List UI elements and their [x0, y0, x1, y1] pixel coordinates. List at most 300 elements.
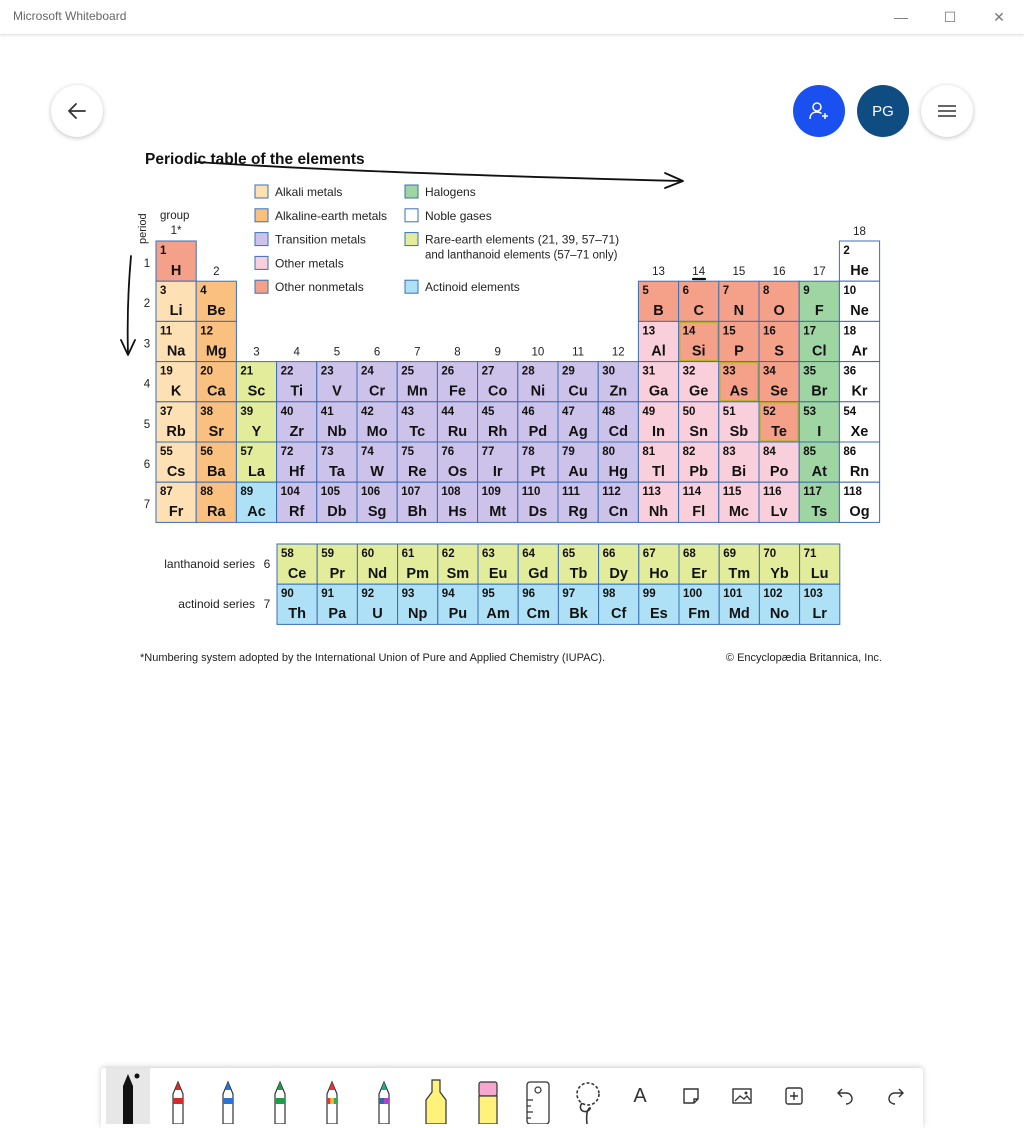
atomic-number: 61 [401, 548, 415, 560]
undo-icon [835, 1086, 855, 1106]
element-hf [277, 442, 317, 482]
tool-insert[interactable] [774, 1078, 814, 1114]
text-icon: A [633, 1084, 647, 1107]
atomic-number: 103 [803, 588, 823, 601]
element-symbol: Si [691, 343, 706, 360]
element-symbol: Er [691, 566, 707, 582]
atomic-number: 50 [682, 405, 696, 418]
element-ta [317, 442, 357, 482]
element-symbol: Pr [329, 566, 345, 582]
element-symbol: Ts [811, 504, 828, 521]
element-yb [759, 544, 799, 584]
element-symbol: Fe [449, 383, 466, 400]
atomic-number: 109 [481, 486, 501, 499]
legend-label: Noble gases [425, 208, 492, 223]
atomic-number: 7 [722, 285, 730, 298]
element-al [638, 321, 678, 361]
element-symbol: Cd [608, 423, 628, 440]
tool-text[interactable] [620, 1078, 660, 1114]
atomic-number: 104 [280, 486, 300, 499]
atomic-number: 34 [763, 365, 776, 378]
legend-swatch [255, 256, 268, 269]
period-number: 7 [143, 499, 151, 512]
yellow-highlighter-icon [419, 1076, 453, 1124]
atomic-number: 68 [683, 548, 696, 560]
atomic-number: 111 [562, 486, 580, 499]
tool-image[interactable] [722, 1078, 762, 1114]
series-label: lanthanoid series [164, 557, 255, 571]
atomic-number: 86 [843, 446, 857, 458]
group-number: 18 [853, 226, 866, 238]
element-symbol: Ni [530, 383, 546, 400]
element-symbol: Cl [812, 343, 827, 360]
atomic-number: 89 [240, 486, 254, 499]
element-h [156, 241, 196, 281]
atomic-number: 114 [682, 486, 702, 499]
element-na [156, 321, 196, 361]
tool-red-pen[interactable] [156, 1068, 200, 1124]
element-ds [518, 482, 558, 522]
atomic-number: 43 [401, 405, 414, 418]
atomic-number: 47 [562, 405, 575, 418]
atomic-number: 97 [562, 588, 576, 601]
atomic-number: 60 [361, 548, 375, 560]
group-number: 2 [213, 266, 220, 279]
tool-galaxy-pen[interactable] [362, 1068, 406, 1124]
ruler-icon [521, 1076, 555, 1124]
group-number: 17 [812, 266, 826, 279]
element-symbol: H [170, 263, 182, 279]
element-symbol: Yb [770, 566, 789, 582]
app-title: Microsoft Whiteboard [13, 9, 127, 23]
element-symbol: Ra [207, 504, 226, 521]
element-nd [357, 544, 397, 584]
footnote: *Numbering system adopted by the International Union of Pure and Applied Chemistry (IUPAC). [140, 652, 606, 664]
element-pb [679, 442, 719, 482]
element-symbol: Nb [327, 423, 347, 440]
element-pu [438, 584, 478, 624]
element-symbol: Mo [366, 423, 388, 440]
series-label: actinoid series [178, 597, 255, 612]
atomic-number: 40 [280, 405, 294, 418]
element-eu [478, 544, 518, 584]
insert-icon [784, 1086, 804, 1106]
group-number: 4 [293, 346, 300, 359]
element-fl [679, 482, 719, 522]
legend-label-line2: and lanthanoid elements (57–71 only) [425, 249, 618, 262]
element-symbol: Hs [448, 504, 467, 521]
element-symbol: Na [166, 343, 186, 360]
tool-ruler[interactable] [516, 1068, 560, 1124]
element-br [799, 362, 839, 402]
legend-label: Alkali metals [275, 185, 343, 199]
element-symbol: Th [288, 606, 306, 623]
element-bh [397, 482, 437, 522]
element-symbol: He [850, 263, 869, 279]
tool-redo[interactable] [876, 1078, 916, 1114]
element-cl [799, 321, 839, 361]
atomic-number: 8 [763, 285, 770, 298]
atomic-number: 90 [281, 588, 294, 601]
atomic-number: 32 [682, 365, 696, 378]
element-dy [599, 544, 639, 584]
element-f [799, 281, 839, 321]
group-number: 7 [414, 346, 421, 359]
atomic-number: 70 [763, 548, 777, 560]
element-rg [558, 482, 598, 522]
element-fr [156, 482, 196, 522]
atomic-number: 98 [602, 588, 616, 601]
element-es [639, 584, 679, 624]
element-symbol: Nd [367, 566, 388, 582]
element-cm [518, 584, 558, 624]
element-mn [397, 362, 437, 402]
period-number: 4 [143, 378, 151, 391]
element-symbol: Sc [247, 383, 266, 400]
element-symbol: Sn [689, 423, 708, 440]
element-no [759, 584, 799, 624]
atomic-number: 110 [521, 486, 541, 499]
group-number: 11 [572, 346, 585, 359]
atomic-number: 76 [441, 446, 455, 458]
element-symbol: Fl [692, 504, 706, 521]
element-symbol: As [729, 383, 749, 400]
element-au [558, 442, 598, 482]
period-number: 2 [143, 298, 151, 311]
atomic-number: 66 [602, 548, 616, 560]
element-symbol: Sr [208, 423, 224, 440]
atomic-number: 45 [481, 405, 495, 418]
element-symbol: Rn [849, 464, 870, 480]
element-zn [598, 362, 638, 402]
element-symbol: Cn [608, 504, 628, 521]
atomic-number: 88 [200, 486, 213, 499]
element-symbol: Bk [569, 606, 588, 623]
element-sc [236, 362, 276, 402]
element-rh [478, 402, 518, 442]
tool-blue-pen[interactable] [206, 1068, 250, 1124]
element-si [679, 321, 719, 361]
element-symbol: Nh [648, 504, 669, 521]
element-cn [598, 482, 638, 522]
element-symbol: U [372, 606, 383, 623]
tool-lasso[interactable] [566, 1068, 610, 1124]
element-symbol: Lr [812, 606, 827, 623]
legend-label: Alkaline-earth metals [275, 208, 388, 223]
table-title: Periodic table of the elements [145, 151, 365, 168]
element-symbol: Co [488, 383, 508, 400]
element-symbol: Pb [689, 464, 708, 480]
atomic-number: 95 [482, 588, 495, 601]
element-symbol: Ag [568, 423, 588, 440]
period-label: period [137, 213, 149, 244]
atomic-number: 65 [562, 548, 576, 560]
element-symbol: Ru [447, 423, 468, 440]
element-symbol: Sg [367, 504, 387, 521]
element-symbol: Lu [810, 566, 829, 582]
element-b [638, 281, 678, 321]
atomic-number: 93 [401, 588, 415, 601]
element-symbol: Rb [166, 423, 186, 440]
legend-swatch [405, 209, 418, 222]
element-symbol: Se [770, 383, 788, 400]
element-nh [638, 482, 678, 522]
element-ir [478, 442, 518, 482]
element-symbol: Ac [247, 504, 266, 521]
element-kr [839, 362, 879, 402]
tool-pink-highlighter[interactable] [466, 1068, 510, 1124]
atomic-number: 2 [843, 245, 850, 257]
element-ti [277, 362, 317, 402]
element-symbol: Cr [369, 383, 386, 400]
element-symbol: Be [207, 303, 226, 320]
tool-note[interactable] [671, 1078, 711, 1114]
element-symbol: O [773, 303, 785, 320]
atomic-number: 17 [803, 325, 816, 338]
element-fm [679, 584, 719, 624]
group-number: 1* [170, 225, 182, 237]
atomic-number: 75 [401, 446, 414, 458]
ink-arrow-vertical[interactable] [128, 256, 131, 354]
rainbow-pen-icon [317, 1076, 347, 1124]
black-pen-icon [113, 1068, 143, 1124]
atomic-number: 74 [361, 446, 374, 458]
atomic-number: 35 [803, 365, 816, 378]
tool-yellow-highlighter[interactable] [414, 1068, 458, 1124]
atomic-number: 29 [562, 365, 575, 378]
element-rf [277, 482, 317, 522]
atomic-number: 26 [441, 365, 455, 378]
atomic-number: 57 [240, 446, 254, 458]
group-number: 6 [373, 346, 381, 359]
atomic-number: 53 [803, 405, 816, 418]
atomic-number: 100 [683, 588, 703, 601]
element-symbol: F [814, 303, 824, 320]
group-number: 13 [652, 266, 665, 279]
atomic-number: 117 [803, 486, 822, 499]
element-hs [437, 482, 477, 522]
element-pr [317, 544, 357, 584]
atomic-number: 33 [722, 365, 736, 378]
period-number: 5 [143, 418, 151, 431]
element-li [156, 281, 196, 321]
group-number: 5 [333, 346, 341, 359]
element-th [277, 584, 317, 624]
tool-green-pen[interactable] [258, 1068, 302, 1124]
element-symbol: Rf [289, 504, 305, 521]
legend-label: Other nonmetals [275, 280, 364, 295]
atomic-number: 24 [361, 365, 374, 378]
legend-label: Halogens [425, 185, 476, 199]
atomic-number: 20 [200, 365, 213, 378]
element-pd [518, 402, 558, 442]
atomic-number: 81 [642, 446, 656, 458]
element-symbol: Am [486, 606, 510, 623]
element-te [759, 402, 799, 442]
group-number: 16 [772, 266, 786, 279]
legend-swatch [405, 280, 418, 293]
group-number: 3 [253, 346, 260, 359]
element-os [437, 442, 477, 482]
atomic-number: 39 [240, 405, 254, 418]
atomic-number: 15 [722, 325, 736, 338]
element-ru [437, 402, 477, 442]
element-symbol: Og [849, 504, 870, 521]
element-c [679, 281, 719, 321]
group-number: 14 [692, 266, 706, 279]
minimize-icon: — [894, 9, 908, 25]
element-ac [236, 482, 276, 522]
atomic-number: 79 [562, 446, 575, 458]
element-tc [397, 402, 437, 442]
galaxy-pen-icon [369, 1076, 399, 1124]
atomic-number: 25 [401, 365, 414, 378]
atomic-number: 3 [160, 285, 167, 298]
element-s [759, 321, 799, 361]
element-symbol: Ta [328, 464, 345, 480]
atomic-number: 10 [843, 285, 857, 298]
atomic-number: 82 [682, 446, 696, 458]
element-lu [800, 544, 840, 584]
element-hg [598, 442, 638, 482]
element-la [236, 442, 276, 482]
element-gd [518, 544, 558, 584]
legend-label: Actinoid elements [425, 280, 520, 295]
atomic-number: 48 [602, 405, 615, 418]
element-lr [800, 584, 840, 624]
element-cf [599, 584, 639, 624]
element-tb [558, 544, 598, 584]
element-w [357, 442, 397, 482]
atomic-number: 112 [602, 486, 621, 499]
atomic-number: 92 [361, 588, 375, 601]
atomic-number: 13 [642, 325, 656, 338]
atomic-number: 72 [280, 446, 294, 458]
element-symbol: In [652, 423, 665, 440]
atomic-number: 87 [160, 486, 173, 499]
atomic-number: 59 [321, 548, 334, 560]
element-ra [196, 482, 236, 522]
element-symbol: Y [251, 423, 262, 440]
element-symbol: B [653, 303, 664, 320]
element-co [478, 362, 518, 402]
element-symbol: Tc [409, 423, 426, 440]
atomic-number: 101 [723, 588, 743, 601]
element-symbol: At [811, 464, 827, 480]
legend-swatch [255, 209, 268, 222]
atomic-number: 108 [441, 486, 461, 499]
atomic-number: 19 [160, 365, 173, 378]
atomic-number: 85 [803, 446, 816, 458]
element-cr [357, 362, 397, 402]
element-symbol: Pu [448, 606, 468, 623]
atomic-number: 22 [280, 365, 294, 378]
element-symbol: K [170, 383, 182, 400]
element-symbol: Re [408, 464, 427, 480]
element-ar [839, 321, 879, 361]
atomic-number: 84 [763, 446, 776, 458]
atomic-number: 77 [481, 446, 495, 458]
legend-swatch [255, 185, 268, 198]
atomic-number: 12 [200, 325, 213, 338]
element-symbol: Sb [729, 423, 749, 440]
element-cd [598, 402, 638, 442]
element-symbol: Rg [568, 504, 588, 521]
atomic-number: 28 [521, 365, 535, 378]
element-ni [518, 362, 558, 402]
atomic-number: 102 [763, 588, 783, 601]
element-symbol: Bi [731, 464, 747, 480]
element-symbol: Cu [568, 383, 588, 400]
atomic-number: 106 [361, 486, 381, 499]
atomic-number: 80 [602, 446, 615, 458]
element-symbol: S [774, 343, 784, 360]
group-number: 8 [454, 346, 461, 359]
element-symbol: Dy [609, 566, 628, 582]
redo-icon [886, 1086, 906, 1106]
element-symbol: Ne [850, 303, 869, 320]
element-symbol: Li [169, 303, 183, 320]
red-pen-icon [163, 1076, 193, 1124]
pink-highlighter-icon [471, 1076, 505, 1124]
element-pt [518, 442, 558, 482]
element-symbol: Po [769, 464, 789, 480]
atomic-number: 42 [361, 405, 374, 418]
atomic-number: 41 [320, 405, 334, 418]
atomic-number: 96 [522, 588, 535, 601]
atomic-number: 69 [723, 548, 736, 560]
element-symbol: Mt [489, 504, 507, 521]
element-db [317, 482, 357, 522]
element-symbol: Ba [207, 464, 226, 480]
element-symbol: Tl [652, 464, 665, 480]
element-symbol: Zr [289, 423, 304, 440]
element-symbol: Pd [528, 423, 548, 440]
tool-black-pen[interactable] [106, 1068, 150, 1124]
element-symbol: Md [728, 606, 750, 623]
element-symbol: Lv [770, 504, 788, 521]
element-symbol: Al [651, 343, 666, 360]
atomic-number: 83 [722, 446, 736, 458]
element-np [398, 584, 438, 624]
element-symbol: Tm [728, 566, 751, 582]
element-pm [398, 544, 438, 584]
element-symbol: Tb [569, 566, 588, 582]
element-am [478, 584, 518, 624]
element-ba [196, 442, 236, 482]
element-symbol: Eu [488, 566, 508, 582]
element-symbol: Hg [608, 464, 628, 480]
element-sm [438, 544, 478, 584]
atomic-number: 9 [803, 285, 810, 298]
period-number: 1 [143, 258, 151, 270]
element-symbol: Zn [609, 383, 628, 400]
atomic-number: 64 [522, 548, 535, 560]
element-sn [679, 402, 719, 442]
tool-undo[interactable] [825, 1078, 865, 1114]
element-symbol: Pm [406, 566, 429, 582]
image-icon [731, 1086, 753, 1106]
element-symbol: C [693, 303, 704, 320]
element-ag [558, 402, 598, 442]
element-symbol: Ge [689, 383, 709, 400]
group-label: group [160, 210, 190, 222]
element-symbol: Ti [290, 383, 304, 400]
legend-label: Rare-earth elements (21, 39, 57–71) [425, 232, 620, 247]
tool-rainbow-pen[interactable] [310, 1068, 354, 1124]
element-lv [759, 482, 799, 522]
element-sg [357, 482, 397, 522]
